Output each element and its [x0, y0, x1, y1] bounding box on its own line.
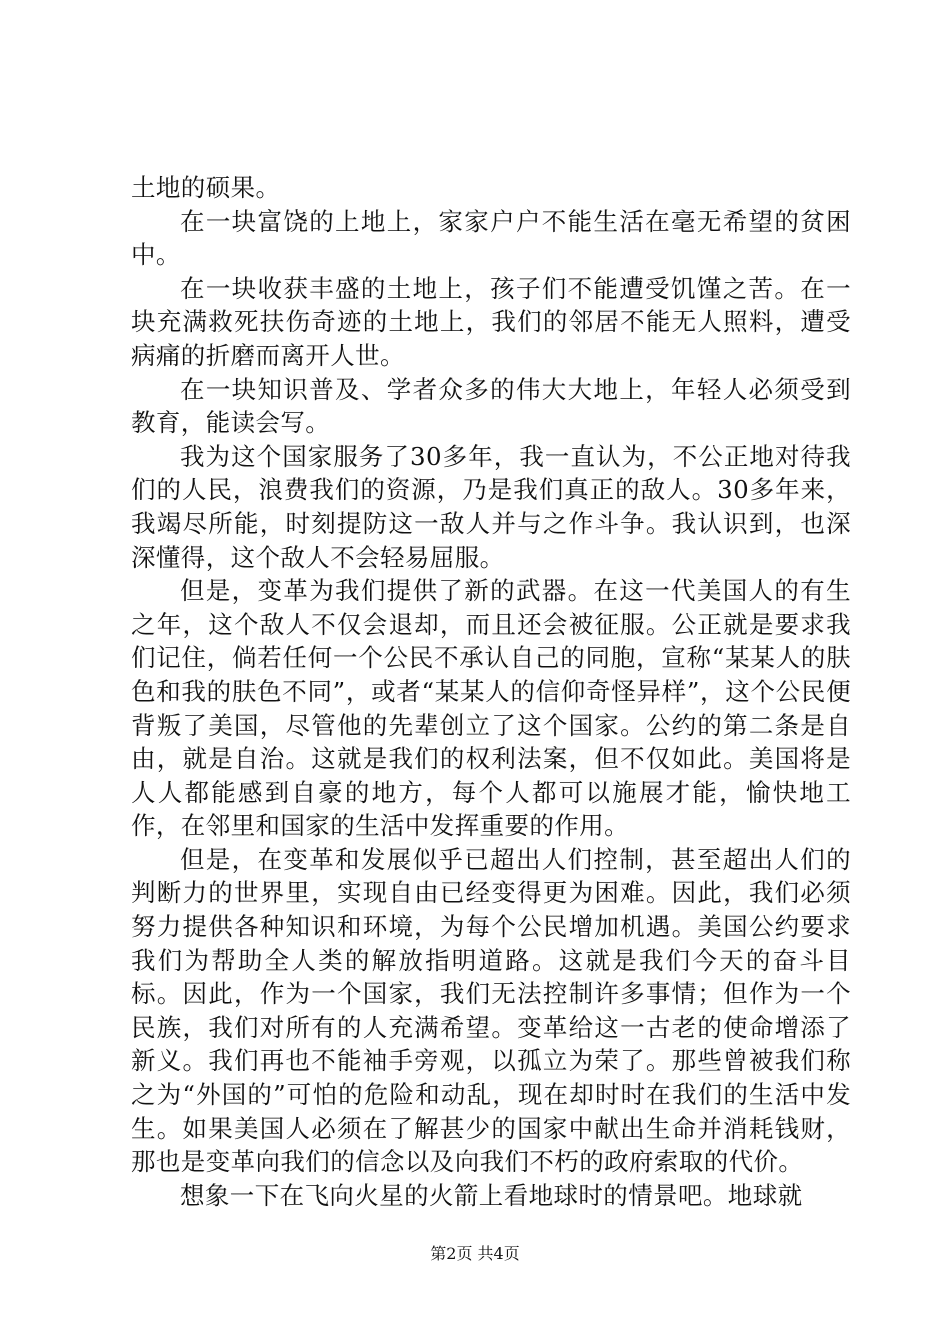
paragraph-6: 但是，变革为我们提供了新的武器。在这一代美国人的有生之年，这个敌人不仅会退却，而且还会被征服。公正就是要求我们记住，倘若任何一个公民不承认自己的同胞，宣称“某某人的肤色和我的肤色不同”，或者“某某人的信仰奇怪异样”，这个公民便背叛了美国，尽管他的先辈创立了这个国家。公约的第二条是自由，就是自治。这就是我们的权利法案，但不仅如此。美国将是人人都能感到自豪的地方，每个人都可以施展才能，愉快地工作，在邻里和国家的生活中发挥重要的作用。: [131, 576, 851, 841]
paragraph-2: 在一块富饶的上地上，家家户户不能生活在毫无希望的贫困中。: [131, 206, 851, 270]
page-footer: [0, 1244, 950, 1264]
paragraph-7: 但是，在变革和发展似乎已超出人们控制，甚至超出人们的判断力的世界里，实现自由已经变得更为困难。因此，我们必须努力提供各种知识和环境，为每个公民增加机遇。美国公约要求我们为帮助全人类的解放指明道路。这就是我们今天的奋斗目标。因此，作为一个国家，我们无法控制许多事情；但作为一个民族，我们对所有的人充满希望。变革给这一古老的使命增添了新义。我们再也不能袖手旁观，以孤立为荣了。那些曾被我们称之为“外国的”可怕的危险和动乱，现在却时时在我们的生活中发生。如果美国人必须在了解甚少的国家中献出生命并消耗钱财，那也是变革向我们的信念以及向我们不朽的政府索取的代价。: [131, 844, 851, 1177]
document-body: [131, 171, 851, 1212]
paragraph-1: 土地的硕果。: [131, 173, 281, 202]
paragraph-8: 想象一下在飞向火星的火箭上看地球时的情景吧。地球就: [180, 1180, 803, 1210]
paragraph-4: 在一块知识普及、学者众多的伟大大地上，年轻人必须受到教育，能读会写。: [131, 374, 851, 438]
paragraph-3: 在一块收获丰盛的土地上，孩子们不能遭受饥馑之苦。在一块充满救死扶伤奇迹的土地上，我们的邻居不能无人照料，遭受病痛的折磨而离开人世。: [131, 273, 851, 370]
paragraph-5: 我为这个国家服务了30多年，我一直认为，不公正地对待我们的人民，浪费我们的资源，乃是我们真正的敌人。30多年来，我竭尽所能，时刻提防这一敌人并与之作斗争。我认识到，也深深懂得，这个敌人不会轻易屈服。: [131, 441, 851, 572]
page-number-label: 第2页 共4页: [430, 1244, 520, 1263]
